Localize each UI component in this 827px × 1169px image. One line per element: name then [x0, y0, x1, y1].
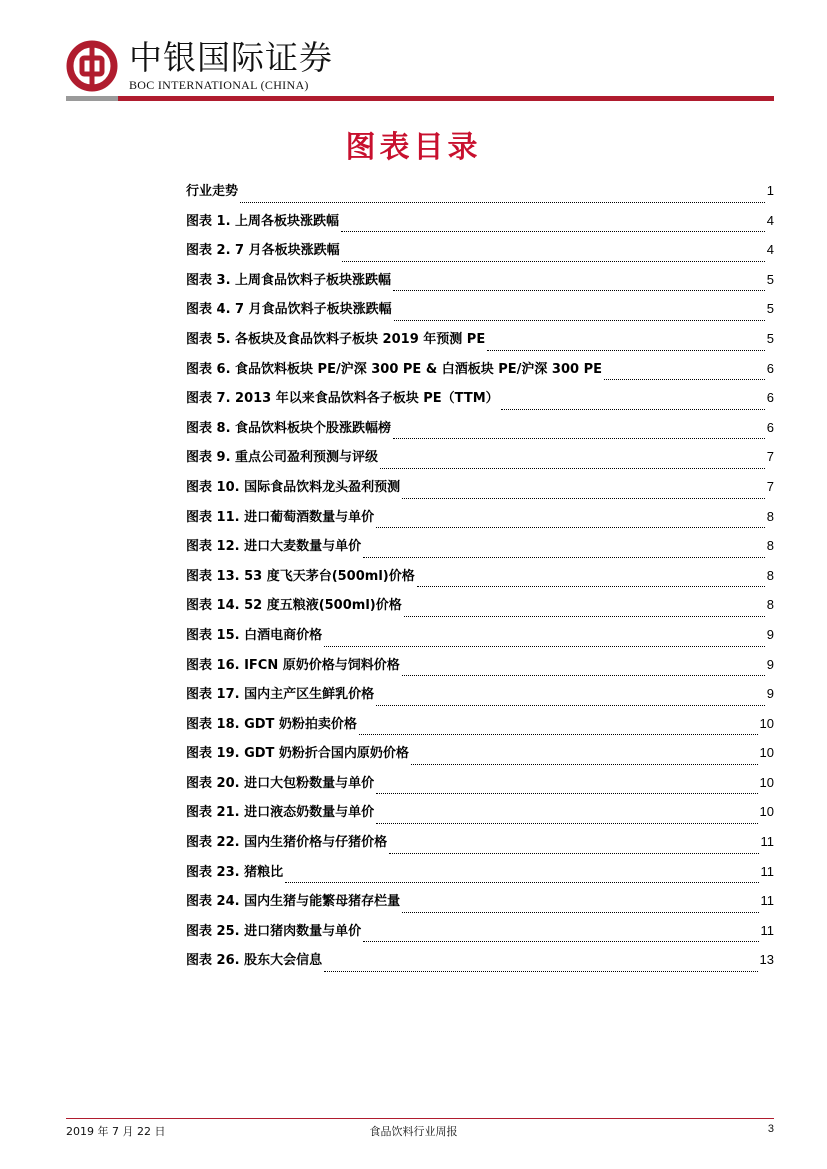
- toc-entry-page[interactable]: 8: [766, 538, 774, 554]
- toc-entry-label[interactable]: 图表 2. 7 月各板块涨跌幅: [186, 243, 340, 259]
- toc-entry-page[interactable]: 8: [766, 508, 774, 524]
- brand-name-cn: 中银国际证券: [129, 38, 333, 77]
- toc-leader-dots: [417, 585, 765, 587]
- toc-entry-label[interactable]: 图表 16. IFCN 原奶价格与饲料价格: [186, 657, 400, 673]
- toc-entry[interactable]: [186, 831, 774, 861]
- toc-leader-dots: [324, 645, 765, 647]
- toc-entry-label[interactable]: 图表 18. GDT 奶粉拍卖价格: [186, 716, 357, 732]
- brand-name-en: BOC INTERNATIONAL (CHINA): [129, 78, 309, 92]
- table-of-figures: [186, 180, 774, 979]
- toc-leader-dots: [240, 201, 765, 203]
- toc-leader-dots: [411, 763, 758, 765]
- toc-entry[interactable]: [186, 861, 774, 891]
- toc-entry-page[interactable]: 7: [766, 478, 774, 494]
- toc-entry-label[interactable]: 图表 17. 国内主产区生鲜乳价格: [186, 687, 375, 703]
- toc-entry-page[interactable]: 6: [766, 360, 774, 376]
- toc-entry[interactable]: [186, 476, 774, 506]
- toc-entry-label[interactable]: 图表 8. 食品饮料板块个股涨跌幅榜: [186, 420, 392, 436]
- toc-entry-page[interactable]: 9: [766, 656, 774, 672]
- toc-entry-label[interactable]: 图表 21. 进口液态奶数量与单价: [186, 805, 375, 821]
- toc-leader-dots: [359, 733, 758, 735]
- toc-entry-label[interactable]: 图表 19. GDT 奶粉折合国内原奶价格: [186, 746, 409, 762]
- toc-entry-label[interactable]: 图表 22. 国内生猪价格与仔猪价格: [186, 835, 388, 851]
- toc-leader-dots: [285, 881, 758, 883]
- toc-entry-label[interactable]: 图表 20. 进口大包粉数量与单价: [186, 775, 375, 791]
- toc-entry-page[interactable]: 10: [759, 745, 774, 761]
- toc-entry-label[interactable]: 图表 11. 进口葡萄酒数量与单价: [186, 509, 375, 525]
- toc-entry-page[interactable]: 11: [760, 834, 774, 850]
- toc-entry-page[interactable]: 7: [766, 449, 774, 465]
- toc-leader-dots: [487, 349, 765, 351]
- toc-leader-dots: [389, 852, 758, 854]
- toc-entry-page[interactable]: 13: [759, 952, 774, 968]
- toc-leader-dots: [341, 230, 765, 232]
- toc-entry-page[interactable]: 5: [766, 271, 774, 287]
- toc-entry[interactable]: [186, 446, 774, 476]
- toc-entry-label[interactable]: 图表 12. 进口大麦数量与单价: [186, 539, 362, 555]
- toc-leader-dots: [501, 408, 765, 410]
- toc-entry-label[interactable]: 图表 26. 股东大会信息: [186, 953, 323, 969]
- toc-entry[interactable]: [186, 358, 774, 388]
- toc-entry[interactable]: [186, 890, 774, 920]
- toc-entry-label[interactable]: 图表 13. 53 度飞天茅台(500ml)价格: [186, 568, 415, 584]
- toc-leader-dots: [402, 911, 758, 913]
- toc-leader-dots: [402, 497, 765, 499]
- toc-entry[interactable]: [186, 180, 774, 210]
- toc-leader-dots: [363, 940, 758, 942]
- toc-entry-label[interactable]: 行业走势: [186, 184, 239, 199]
- toc-entry-label[interactable]: 图表 6. 食品饮料板块 PE/沪深 300 PE & 白酒板块 PE/沪深 300 PE: [186, 361, 602, 377]
- page-title: 图表目录: [345, 130, 482, 165]
- header-rule: [66, 96, 774, 101]
- toc-entry-label[interactable]: 图表 4. 7 月食品饮料子板块涨跌幅: [186, 302, 392, 318]
- footer-date: 2019 年 7 月 22 日: [66, 1125, 166, 1138]
- footer-report-name: 食品饮料行业周报: [369, 1125, 458, 1138]
- toc-entry-page[interactable]: 11: [760, 893, 774, 909]
- toc-entry-page[interactable]: 10: [759, 804, 774, 820]
- toc-entry[interactable]: [186, 565, 774, 595]
- footer-page-number: 3: [767, 1123, 774, 1135]
- toc-entry-page[interactable]: 4: [766, 212, 774, 228]
- toc-leader-dots: [404, 615, 765, 617]
- toc-leader-dots: [376, 526, 765, 528]
- toc-entry-label[interactable]: 图表 9. 重点公司盈利预测与评级: [186, 450, 379, 466]
- toc-leader-dots: [363, 556, 765, 558]
- toc-leader-dots: [376, 822, 757, 824]
- toc-entry[interactable]: [186, 772, 774, 802]
- toc-leader-dots: [393, 437, 765, 439]
- toc-entry-page[interactable]: 8: [766, 597, 774, 613]
- toc-entry-page[interactable]: 1: [766, 183, 774, 198]
- toc-entry-page[interactable]: 4: [766, 242, 774, 258]
- toc-entry-page[interactable]: 10: [759, 715, 774, 731]
- toc-entry[interactable]: [186, 801, 774, 831]
- toc-entry-label[interactable]: 图表 3. 上周食品饮料子板块涨跌幅: [186, 272, 392, 288]
- toc-entry[interactable]: [186, 387, 774, 417]
- header-rule-accent: [66, 96, 118, 101]
- toc-entry[interactable]: [186, 506, 774, 536]
- toc-entry[interactable]: [186, 269, 774, 299]
- toc-leader-dots: [342, 260, 765, 262]
- toc-entry-page[interactable]: 5: [766, 301, 774, 317]
- toc-entry[interactable]: [186, 535, 774, 565]
- toc-entry[interactable]: [186, 742, 774, 772]
- toc-entry[interactable]: [186, 417, 774, 447]
- page-header: [66, 38, 774, 102]
- toc-leader-dots: [376, 704, 765, 706]
- toc-entry-page[interactable]: 9: [766, 626, 774, 642]
- toc-entry-label[interactable]: 图表 14. 52 度五粮液(500ml)价格: [186, 598, 402, 614]
- toc-entry-label[interactable]: 图表 15. 白酒电商价格: [186, 627, 323, 643]
- toc-entry[interactable]: [186, 328, 774, 358]
- toc-entry-label[interactable]: 图表 7. 2013 年以来食品饮料各子板块 PE（TTM）: [186, 391, 499, 407]
- toc-entry-label[interactable]: 图表 5. 各板块及食品饮料子板块 2019 年预测 PE: [186, 331, 486, 347]
- toc-entry[interactable]: [186, 920, 774, 950]
- toc-entry[interactable]: [186, 949, 774, 979]
- toc-leader-dots: [324, 970, 757, 972]
- toc-leader-dots: [402, 674, 765, 676]
- toc-leader-dots: [376, 792, 757, 794]
- toc-entry[interactable]: [186, 624, 774, 654]
- toc-entry-page[interactable]: 6: [766, 390, 774, 406]
- toc-entry-label[interactable]: 图表 23. 猪粮比: [186, 864, 284, 880]
- toc-entry-page[interactable]: 11: [760, 863, 774, 879]
- toc-leader-dots: [394, 319, 765, 321]
- toc-entry-page[interactable]: 8: [766, 567, 774, 583]
- toc-entry[interactable]: [186, 654, 774, 684]
- toc-leader-dots: [393, 289, 765, 291]
- toc-entry-label[interactable]: 图表 1. 上周各板块涨跌幅: [186, 213, 340, 229]
- toc-entry[interactable]: [186, 594, 774, 624]
- boc-logo-icon: [66, 40, 118, 92]
- toc-entry-page[interactable]: 6: [766, 419, 774, 435]
- toc-entry-page[interactable]: 10: [759, 774, 774, 790]
- footer-rule: [66, 1118, 774, 1119]
- toc-entry-label[interactable]: 图表 10. 国际食品饮料龙头盈利预测: [186, 479, 401, 495]
- toc-leader-dots: [604, 378, 765, 380]
- toc-entry-label[interactable]: 图表 25. 进口猪肉数量与单价: [186, 923, 362, 939]
- toc-entry[interactable]: [186, 298, 774, 328]
- toc-entry-page[interactable]: 9: [766, 686, 774, 702]
- toc-leader-dots: [380, 467, 765, 469]
- toc-entry-page[interactable]: 5: [766, 330, 774, 346]
- toc-entry[interactable]: [186, 713, 774, 743]
- toc-entry-page[interactable]: 11: [760, 922, 774, 938]
- toc-entry[interactable]: [186, 210, 774, 240]
- toc-entry-label[interactable]: 图表 24. 国内生猪与能繁母猪存栏量: [186, 894, 401, 910]
- toc-entry[interactable]: [186, 683, 774, 713]
- toc-entry[interactable]: [186, 239, 774, 269]
